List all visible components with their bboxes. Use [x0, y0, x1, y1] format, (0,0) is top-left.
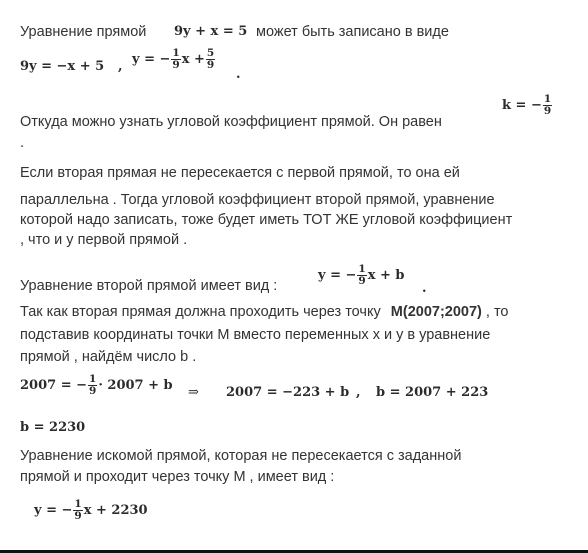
fraction: [171, 48, 180, 71]
fraction-numerator: 1: [89, 373, 97, 385]
eq-rhs: · 2007 + b: [98, 378, 173, 393]
para-line: , что и у первой прямой .: [20, 232, 188, 248]
calc-equation-1: [20, 374, 173, 397]
eq-lhs: y = −: [34, 503, 73, 518]
point-text-a: Так как вторая прямая должна проходить через точку: [20, 304, 381, 320]
fraction: [88, 374, 97, 397]
point-para-line3: прямой , найдём число b .: [20, 349, 197, 365]
fraction-denominator: 9: [89, 385, 97, 397]
point-m: M(2007;2007): [390, 304, 482, 320]
eq-rhs: x + 2230: [83, 503, 148, 518]
fraction-numerator: 1: [172, 47, 180, 59]
para-line: Если вторая прямая не пересекается с первой прямой, то она ей: [20, 165, 460, 181]
fraction-denominator: 9: [172, 59, 180, 71]
point-para-line2: подставив координаты точки M вместо переменных x и y в уравнение: [20, 327, 491, 343]
slope-text: Откуда можно узнать угловой коэффициент прямой. Он равен: [20, 114, 442, 130]
eq-lhs: y = −: [318, 268, 357, 283]
slope-dot: .: [20, 135, 25, 151]
line1-equation: 9y + x = 5: [174, 24, 248, 39]
equation-9y: 9y = −x + 5: [20, 59, 105, 74]
fraction-numerator: 1: [543, 93, 552, 105]
fraction-denominator: 9: [358, 275, 366, 287]
equation-separator: ,: [118, 59, 123, 74]
para-line: которой надо записать, тоже будет иметь ТОТ ЖЕ угловой коэффициент: [20, 212, 513, 228]
slope-equation: [502, 94, 553, 117]
fraction: [206, 48, 215, 71]
fraction-denominator: 9: [74, 510, 82, 522]
fraction-numerator: 1: [358, 263, 366, 275]
fraction-denominator: 9: [206, 59, 215, 71]
line1-suffix: может быть записано в виде: [256, 24, 449, 40]
fraction: [73, 499, 82, 522]
eq-mid: x +: [181, 52, 205, 67]
point-para-line1: [20, 302, 509, 322]
fraction: [357, 264, 366, 287]
fraction-numerator: 5: [206, 47, 215, 59]
implies-arrow: ⇒: [188, 385, 199, 400]
second-line-dot: .: [422, 281, 427, 296]
second-line-equation: [318, 264, 405, 287]
final-para-line: Уравнение искомой прямой, которая не пересекается с заданной: [20, 448, 462, 464]
eq-rhs: x + b: [367, 268, 405, 283]
b-value: b = 2230: [20, 420, 86, 435]
final-equation: [34, 499, 148, 522]
calc-equation-2: 2007 = −223 + b: [226, 385, 350, 400]
calc-comma: ,: [356, 385, 361, 400]
eq-lhs: k = −: [502, 98, 542, 113]
eq-lhs: 2007 = −: [20, 378, 88, 393]
calc-equation-3: b = 2007 + 223: [376, 385, 489, 400]
para-line: параллельна . Тогда угловой коэффициент второй прямой, уравнение: [20, 192, 495, 208]
fraction-denominator: 9: [543, 105, 552, 117]
second-line-text: Уравнение второй прямой имеет вид :: [20, 278, 278, 294]
equation-y-form: [132, 48, 216, 71]
fraction: [543, 94, 552, 117]
eq-lhs: y = −: [132, 52, 171, 67]
line2-end: .: [236, 67, 241, 82]
final-para-line: прямой и проходит через точку M , имеет вид :: [20, 469, 335, 485]
point-text-b: , то: [485, 304, 509, 320]
line1-prefix: Уравнение прямой: [20, 24, 147, 40]
fraction-numerator: 1: [74, 498, 82, 510]
